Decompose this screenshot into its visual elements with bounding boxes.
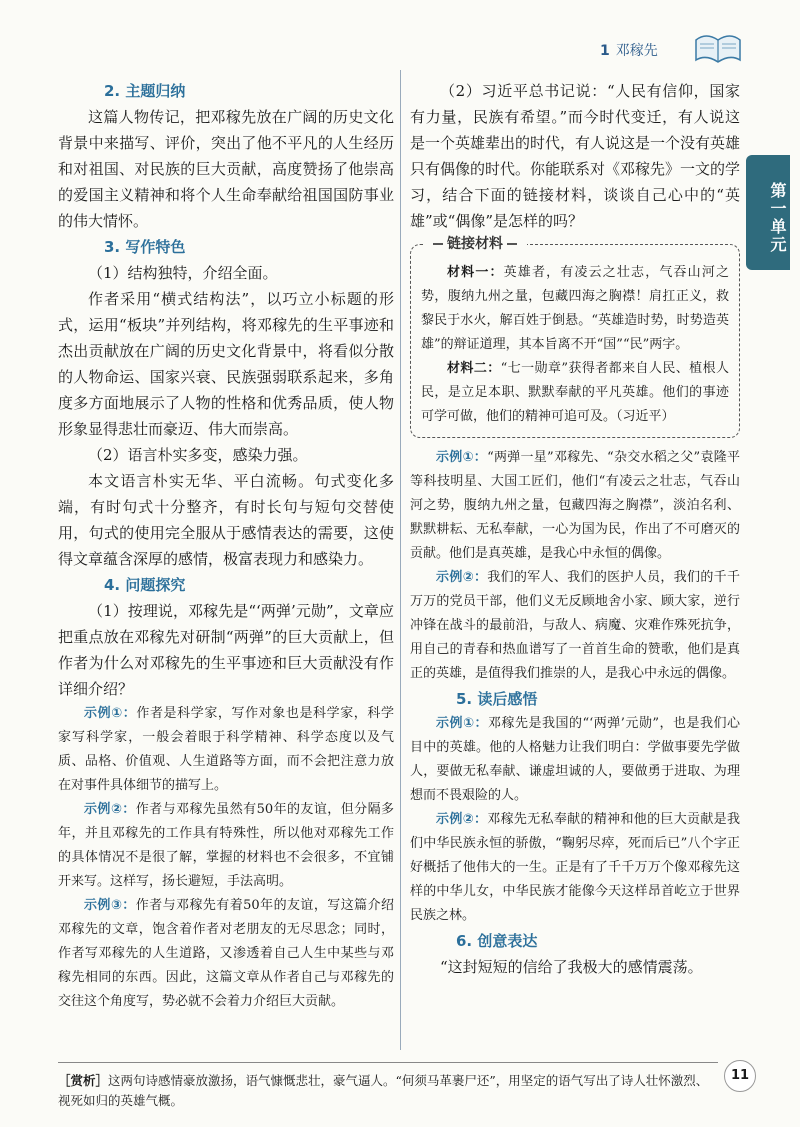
material-label: 材料二： [447,361,501,376]
subheading: （1）结构独特，介绍全面。 [88,264,278,282]
page-number: 11 [724,1060,756,1092]
example-label: 示例②： [84,802,136,817]
example-label: 示例①： [436,450,488,465]
question: （1）按理说，邓稼先是“‘两弹’元勋”，文章应把重点放在邓稼先对研制“两弹”的巨大贡献上，但作者为什么对邓稼先的生平事迹和巨大贡献没有作详细介绍？ [58,602,394,698]
example-text: 邓稼先是我国的“‘两弹’元勋”，也是我们心目中的英雄。他的人格魅力让我们明白：学做事要先学做人，要做无私奉献、谦虚坦诚的人，要做勇于进取、为理想而不畏艰险的人。 [410,716,740,803]
material [421,261,729,357]
footnote-text: 这两句诗感情豪放激扬，语气慷慨悲壮，豪气逼人。“何须马革裹尸还”，用坚定的语气写出了诗人壮怀激烈、视死如归的英雄气概。 [58,1073,709,1108]
unit-tab: 第一单元 [746,155,790,270]
lesson-number: 1 [600,43,610,59]
example-label: 示例②： [436,570,488,585]
example-answer [410,446,740,566]
example-text: “两弹一星”邓稼先、“杂交水稻之父”袁隆平等科技明星、大国工匠们，他们“有凌云之壮志，气吞山河之势，腹纳九州之量，包藏四海之胸襟”，淡泊名利、默默耕耘、无私奉献，一心为国为民，作出了不可磨灭的贡献。他们是真英雄，是我心中永恒的偶像。 [410,450,740,561]
example-text: 作者与邓稼先有着50年的友谊，写这篇介绍邓稼先的文章，饱含着作者对老朋友的无尽思念；同时，作者写邓稼先的人生道路，又渗透着自己人生中某些与邓稼先相同的东西。因此，这篇文章从作者自己与邓稼先的交往这个角度写，势必就不会着力介绍巨大贡献。 [58,898,394,1009]
footnote [58,1062,718,1111]
section-heading-inquiry: 4. 问题探究 [104,576,186,594]
question: （2）习近平总书记说：“人民有信仰，国家有力量，民族有希望。”而今时代变迁，有人说这是一个英雄辈出的时代，有人说这是一个没有英雄只有偶像的时代。你能联系对《邓稼先》一文的学习，结合下面的链接材料，谈谈自己心中的“英雄”或“偶像”是怎样的吗？ [410,82,741,230]
example-answer [58,894,394,1014]
paragraph: 作者采用“横式结构法”，以巧立小标题的形式，运用“板块”并列结构，将邓稼先的生平事迹和杰出贡献放在广阔的历史文化背景中，将看似分散的人物命运、国家兴衰、民族强弱联系起来，多角度多方面地展示了人物的性格和优秀品质，使人物形象显得悲壮而豪迈、伟大而崇高。 [58,290,394,438]
example-answer [58,798,394,894]
example-text: 作者与邓稼先虽然有50年的友谊，但分隔多年，并且邓稼先的工作具有特殊性，所以他对邓稼先工作的具体情况不是很了解，掌握的材料也不会很多，不宜铺开来写。这样写，扬长避短，手法高明。 [58,802,394,889]
example-text: 我们的军人、我们的医护人员，我们的千千万万的党员干部，他们义无反顾地舍小家、顾大家，逆行冲锋在战斗的最前沿，与敌人、病魔、灾难作殊死抗争，用自己的青春和热血谱写了一首首生命的赞歌，他们是真正的英雄，是值得我们推崇的人，是我心中永远的偶像。 [410,570,740,681]
example-answer [410,712,740,808]
section-heading-theme: 2. 主题归纳 [104,82,186,100]
example-label: 示例①： [436,716,488,731]
lesson-title: 邓稼先 [615,43,658,59]
link-materials-box [410,236,740,438]
material-label: 材料一： [447,265,504,280]
material-text: “七一勋章”获得者都来自人民、植根人民，是立足本职、默默奉献的平凡英雄。他们的事迹可学可做，他们的精神可追可及。（习近平） [421,361,729,424]
subheading: （2）语言朴实多变，感染力强。 [88,446,308,464]
link-materials-title: 链接材料 [423,233,527,253]
left-column [58,78,394,1014]
example-text: 邓稼先无私奉献的精神和他的巨大贡献是我们中华民族永恒的骄傲，“鞠躬尽瘁，死而后已”八个字正好概括了他伟大的一生。正是有了千千万万个像邓稼先这样的中华儿女，中华民族才能像今天这样昂首屹立于世界民族之林。 [410,812,740,923]
section-heading-creative: 6. 创意表达 [456,932,538,950]
paragraph: 这篇人物传记，把邓稼先放在广阔的历史文化背景中来描写、评价，突出了他不平凡的人生经历和对祖国、对民族的巨大贡献，高度赞扬了他崇高的爱国主义精神和将个人生命奉献给祖国国防事业的伟大情怀。 [58,108,394,230]
material-text: 英雄者，有凌云之壮志，气吞山河之势，腹纳九州之量，包藏四海之胸襟！肩扛正义，救黎民于水火，解百姓于倒悬。“英雄造时势，时势造英雄”的辩证道理，其本旨离不开“国”“民”两字。 [421,265,729,352]
example-label: 示例②： [436,812,488,827]
footnote-label: ［赏析］ [58,1073,109,1088]
example-answer [58,702,394,798]
column-divider [400,70,401,1050]
material [421,357,729,429]
section-heading-reflection: 5. 读后感悟 [456,690,538,708]
example-label: 示例③： [84,898,136,913]
example-label: 示例①： [84,706,137,721]
paragraph: 本文语言朴实无华、平白流畅。句式变化多端，有时句式十分整齐，有时长句与短句交替使用，句式的使用完全服从于感情表达的需要，这使得文章蕴含深厚的感情，极富表现力和感染力。 [58,472,394,568]
example-answer [410,566,740,686]
paragraph: “这封短短的信给了我极大的感情震荡。 [440,958,703,976]
right-column [410,78,740,980]
book-icon [692,30,744,66]
example-text: 作者是科学家，写作对象也是科学家，科学家写科学家，一般会着眼于科学精神、科学态度以及气质、品格、价值观、人生道路等方面，而不会把注意力放在对事件具体细节的描写上。 [58,706,394,793]
section-heading-writing: 3. 写作特色 [104,238,186,256]
running-head [600,40,658,60]
example-answer [410,808,740,928]
